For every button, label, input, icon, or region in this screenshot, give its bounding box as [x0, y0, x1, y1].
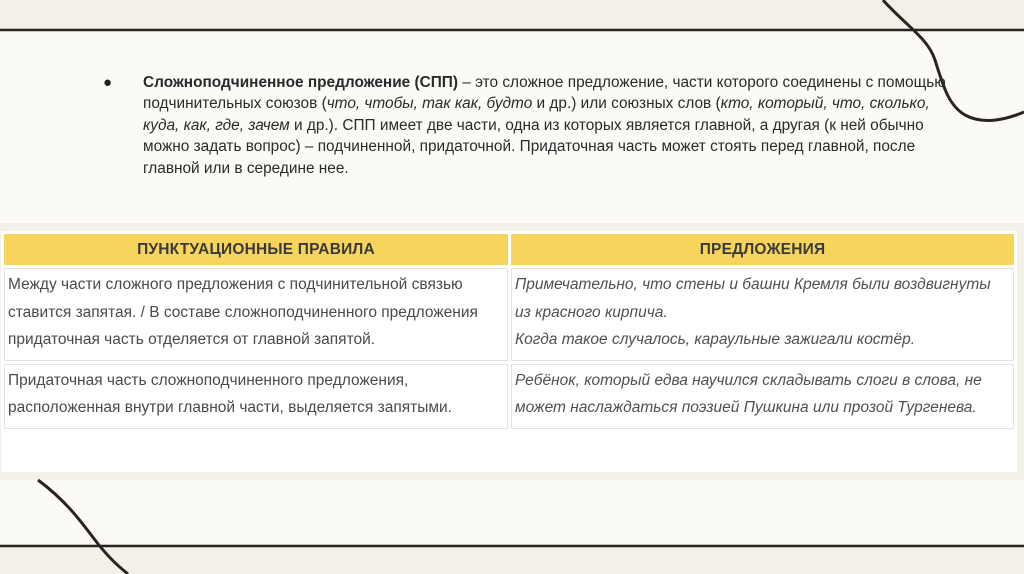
table-row	[4, 268, 1014, 361]
rules-table-grid	[1, 231, 1017, 432]
rule-cell: Придаточная часть сложноподчиненного предложения, расположенная внутри главной части, выделяется запятыми.	[4, 364, 508, 429]
definition-part: и др.). СПП имеет две части, одна из которых является главной, а другая (к ней обычно можно задать вопрос) – подчиненной, придаточной. Придаточная часть может стоять перед главной, после главной или в середине нее.	[143, 116, 924, 177]
footer-panel	[0, 480, 1024, 544]
rules-table	[1, 231, 1017, 472]
table-row	[4, 364, 1014, 429]
example-cell	[511, 268, 1014, 361]
definition-text	[143, 72, 963, 179]
rule-cell: Между части сложного предложения с подчинительной связью ставится запятая. / В составе сложноподчиненного предложения придаточная часть отделяется от главной запятой.	[4, 268, 508, 361]
example-sentence: Ребёнок, который едва научился складывать слоги в слова, не может наслаждаться поэзией Пушкина или прозой Тургенева.	[515, 371, 982, 416]
definition-part: и др.) или союзных слов (	[532, 95, 721, 113]
conjunctive-word-examples: кто, который, что, сколько, куда, как, где, зачем	[143, 95, 930, 134]
definition-part: – это сложное предложение, части которого соединены с помощью подчинительных союзов (	[143, 74, 946, 113]
definition-term: Сложноподчиненное предложение (СПП)	[143, 74, 458, 91]
conjunction-examples: что, чтобы, так как, будто	[326, 95, 533, 113]
table-header-row	[4, 234, 1014, 265]
bullet-dot-icon: ●	[103, 74, 113, 91]
example-sentence: Когда такое случалось, караульные зажигали костёр.	[515, 331, 916, 348]
header-rules: ПУНКТУАЦИОННЫЕ ПРАВИЛА	[4, 234, 508, 265]
example-cell	[511, 364, 1014, 429]
header-sentences: ПРЕДЛОЖЕНИЯ	[511, 234, 1014, 265]
example-sentence: Примечательно, что стены и башни Кремля были воздвигнуты из красного кирпича.	[515, 276, 991, 321]
